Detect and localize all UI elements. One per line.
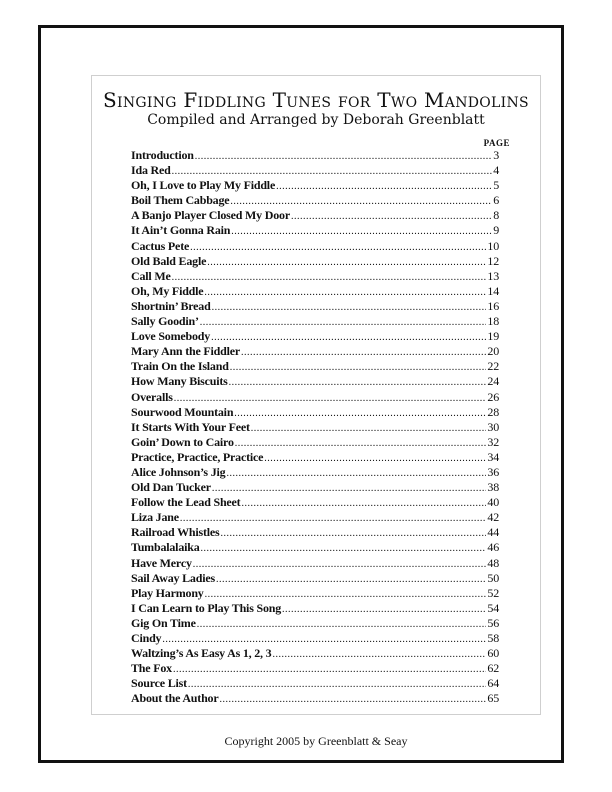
toc-entry-title: Cindy bbox=[131, 631, 162, 645]
toc-entry-title: Liza Jane bbox=[131, 510, 179, 525]
toc-entry-page: 46 bbox=[487, 540, 499, 555]
dot-leader bbox=[216, 572, 486, 587]
dot-leader bbox=[276, 179, 492, 194]
dot-leader bbox=[200, 315, 487, 330]
toc-entry-title: Cactus Pete bbox=[131, 238, 190, 253]
dot-leader bbox=[231, 224, 492, 239]
toc-entry-title: The Fox bbox=[131, 661, 172, 676]
page-column-header: PAGE bbox=[483, 138, 510, 148]
dot-leader bbox=[272, 647, 486, 662]
toc-entry-title: Gig On Time bbox=[131, 615, 196, 630]
dot-leader bbox=[230, 194, 492, 209]
toc-entry-title: Practice, Practice, Practice bbox=[131, 449, 264, 464]
toc-entry-page: 34 bbox=[487, 449, 499, 464]
dot-leader bbox=[291, 209, 492, 224]
toc-entry-page: 13 bbox=[487, 268, 499, 283]
copyright-notice: Copyright 2005 by Greenblatt & Seay bbox=[224, 734, 408, 748]
toc-entry[interactable] bbox=[131, 435, 499, 450]
toc-entry-title: Sally Goodin’ bbox=[131, 314, 199, 329]
toc-entry-page: 42 bbox=[487, 510, 499, 525]
toc-entry[interactable] bbox=[131, 465, 499, 480]
toc-entry-title: It Ain’t Gonna Rain bbox=[131, 223, 231, 238]
toc-entry[interactable] bbox=[131, 148, 499, 163]
dot-leader bbox=[197, 617, 487, 632]
toc-entry-page: 54 bbox=[487, 600, 499, 615]
dot-leader bbox=[172, 270, 487, 285]
dot-leader bbox=[234, 406, 486, 421]
toc-entry[interactable] bbox=[131, 676, 499, 691]
toc-entry-title: Sourwood Mountain bbox=[131, 404, 234, 419]
toc-entry-title: About the Author bbox=[131, 691, 219, 706]
toc-entry[interactable] bbox=[131, 299, 499, 314]
toc-entry-title: Old Bald Eagle bbox=[131, 253, 207, 268]
toc-entry[interactable] bbox=[131, 525, 499, 540]
dot-leader bbox=[211, 330, 486, 345]
toc-entry-page: 16 bbox=[487, 298, 499, 313]
toc-entry-page: 48 bbox=[487, 555, 499, 570]
toc-entry-title: Shortnin’ Bread bbox=[131, 298, 211, 313]
dot-leader bbox=[190, 240, 486, 255]
toc-entry-title: Boil Them Cabbage bbox=[131, 193, 230, 208]
dot-leader bbox=[201, 541, 487, 556]
toc-entry-title: Love Somebody bbox=[131, 329, 211, 344]
toc-entry-title: Old Dan Tucker bbox=[131, 480, 211, 495]
toc-entry-title: Play Harmony bbox=[131, 585, 204, 600]
toc-entry-page: 18 bbox=[487, 314, 499, 329]
toc-entry[interactable] bbox=[131, 329, 499, 344]
toc-entry-page: 20 bbox=[487, 344, 499, 359]
toc-entry-title: Mary Ann the Fiddler bbox=[131, 344, 240, 359]
dot-leader bbox=[264, 451, 486, 466]
book-subtitle: Compiled and Arranged by Deborah Greenblatt bbox=[147, 112, 485, 128]
toc-entry-title: Waltzing’s As Easy As 1, 2, 3 bbox=[131, 646, 272, 661]
toc-entry[interactable] bbox=[131, 631, 499, 646]
toc-entry[interactable] bbox=[131, 359, 499, 374]
toc-entry-page: 4 bbox=[493, 163, 499, 178]
toc-entry-page: 30 bbox=[487, 419, 499, 434]
toc-entry[interactable] bbox=[131, 556, 499, 571]
toc-entry[interactable] bbox=[131, 571, 499, 586]
toc-entry[interactable] bbox=[131, 208, 499, 223]
dot-leader bbox=[221, 526, 487, 541]
dot-leader bbox=[180, 511, 487, 526]
dot-leader bbox=[212, 300, 487, 315]
toc-entry[interactable] bbox=[131, 269, 499, 284]
toc-entry[interactable] bbox=[131, 239, 499, 254]
toc-entry-page: 50 bbox=[487, 570, 499, 585]
toc-entry-page: 28 bbox=[487, 404, 499, 419]
toc-entry-page: 22 bbox=[487, 359, 499, 374]
dot-leader bbox=[172, 164, 493, 179]
toc-entry[interactable] bbox=[131, 223, 499, 238]
toc-entry-page: 44 bbox=[487, 525, 499, 540]
toc-entry-page: 64 bbox=[487, 676, 499, 691]
dot-leader bbox=[162, 632, 486, 647]
toc-entry-title: Oh, My Fiddle bbox=[131, 283, 204, 298]
toc-entry[interactable] bbox=[131, 420, 499, 435]
toc-entry-page: 58 bbox=[487, 631, 499, 645]
toc-entry-title: Overalls bbox=[131, 389, 173, 404]
toc-entry-page: 65 bbox=[487, 691, 499, 706]
toc-entry-title: How Many Biscuits bbox=[131, 374, 228, 389]
toc-entry-page: 5 bbox=[493, 178, 499, 193]
dot-leader bbox=[230, 360, 487, 375]
toc-entry-title: It Starts With Your Feet bbox=[131, 419, 250, 434]
toc-entry-page: 19 bbox=[487, 329, 499, 344]
toc-entry[interactable] bbox=[131, 254, 499, 269]
toc-entry-title: Railroad Whistles bbox=[131, 525, 220, 540]
toc-entry-title: Follow the Lead Sheet bbox=[131, 495, 241, 510]
toc-entry[interactable] bbox=[131, 586, 499, 601]
toc-entry-title: Source List bbox=[131, 676, 187, 691]
dot-leader bbox=[193, 557, 487, 572]
toc-entry[interactable] bbox=[131, 390, 499, 405]
toc-entry[interactable] bbox=[131, 601, 499, 616]
dot-leader bbox=[173, 662, 486, 677]
toc-entry[interactable] bbox=[131, 616, 499, 631]
dot-leader bbox=[188, 677, 486, 692]
toc-entry[interactable] bbox=[131, 661, 499, 676]
toc-entry-title: Alice Johnson’s Jig bbox=[131, 464, 226, 479]
toc-entry[interactable] bbox=[131, 480, 499, 495]
toc-entry[interactable] bbox=[131, 646, 499, 661]
toc-entry-title: Train On the Island bbox=[131, 359, 229, 374]
toc-entry[interactable] bbox=[131, 450, 499, 465]
dot-leader bbox=[219, 692, 486, 707]
toc-entry-title: Ida Red bbox=[131, 163, 171, 178]
toc-entry[interactable] bbox=[131, 314, 499, 329]
toc-entry-page: 40 bbox=[487, 495, 499, 510]
toc-entry-page: 14 bbox=[487, 283, 499, 298]
toc-entry-title: Sail Away Ladies bbox=[131, 570, 215, 585]
toc-entry-page: 60 bbox=[487, 646, 499, 661]
toc-entry[interactable] bbox=[131, 178, 499, 193]
toc-entry[interactable] bbox=[131, 284, 499, 299]
toc-entry[interactable] bbox=[131, 510, 499, 525]
toc-entry-page: 8 bbox=[493, 208, 499, 223]
toc-entry[interactable] bbox=[131, 344, 499, 359]
toc-entry-page: 32 bbox=[487, 434, 499, 449]
toc-entry-title: Goin’ Down to Cairo bbox=[131, 434, 234, 449]
book-title: Singing Fiddling Tunes for Two Mandolins bbox=[103, 88, 529, 112]
dot-leader bbox=[207, 255, 486, 270]
toc-entry-page: 6 bbox=[493, 193, 499, 208]
dot-leader bbox=[241, 496, 486, 511]
toc-entry-title: Call Me bbox=[131, 268, 171, 283]
toc-entry-page: 36 bbox=[487, 464, 499, 479]
toc-entry-page: 62 bbox=[487, 661, 499, 676]
toc-entry-page: 56 bbox=[487, 615, 499, 630]
dot-leader bbox=[229, 375, 487, 390]
toc-entry-title: A Banjo Player Closed My Door bbox=[131, 208, 290, 223]
dot-leader bbox=[212, 481, 486, 496]
dot-leader bbox=[241, 345, 486, 360]
dot-leader bbox=[205, 587, 487, 602]
dot-leader bbox=[226, 466, 486, 481]
toc-entry[interactable] bbox=[131, 540, 499, 555]
toc-entry-page: 26 bbox=[487, 389, 499, 404]
toc-entry-page: 3 bbox=[493, 148, 499, 162]
toc-entry-title: Oh, I Love to Play My Fiddle bbox=[131, 178, 276, 193]
dot-leader bbox=[282, 602, 486, 617]
table-of-contents bbox=[131, 148, 499, 706]
toc-entry[interactable] bbox=[131, 405, 499, 420]
dot-leader bbox=[251, 421, 487, 436]
toc-entry[interactable] bbox=[131, 495, 499, 510]
toc-entry-page: 52 bbox=[487, 585, 499, 600]
toc-entry-page: 10 bbox=[487, 238, 499, 253]
toc-entry[interactable] bbox=[131, 193, 499, 208]
toc-entry-page: 38 bbox=[487, 480, 499, 495]
toc-entry-page: 24 bbox=[487, 374, 499, 389]
toc-entry[interactable] bbox=[131, 691, 499, 706]
toc-entry[interactable] bbox=[131, 374, 499, 389]
toc-entry-title: Introduction bbox=[131, 148, 194, 162]
toc-entry-page: 9 bbox=[493, 223, 499, 238]
toc-entry-title: Have Mercy bbox=[131, 555, 192, 570]
dot-leader bbox=[204, 285, 486, 300]
toc-entry[interactable] bbox=[131, 163, 499, 178]
toc-entry-page: 12 bbox=[487, 253, 499, 268]
dot-leader bbox=[195, 149, 492, 164]
toc-entry-title: Tumbalalaika bbox=[131, 540, 200, 555]
toc-entry-title: I Can Learn to Play This Song bbox=[131, 600, 282, 615]
dot-leader bbox=[235, 436, 487, 451]
dot-leader bbox=[174, 391, 487, 406]
